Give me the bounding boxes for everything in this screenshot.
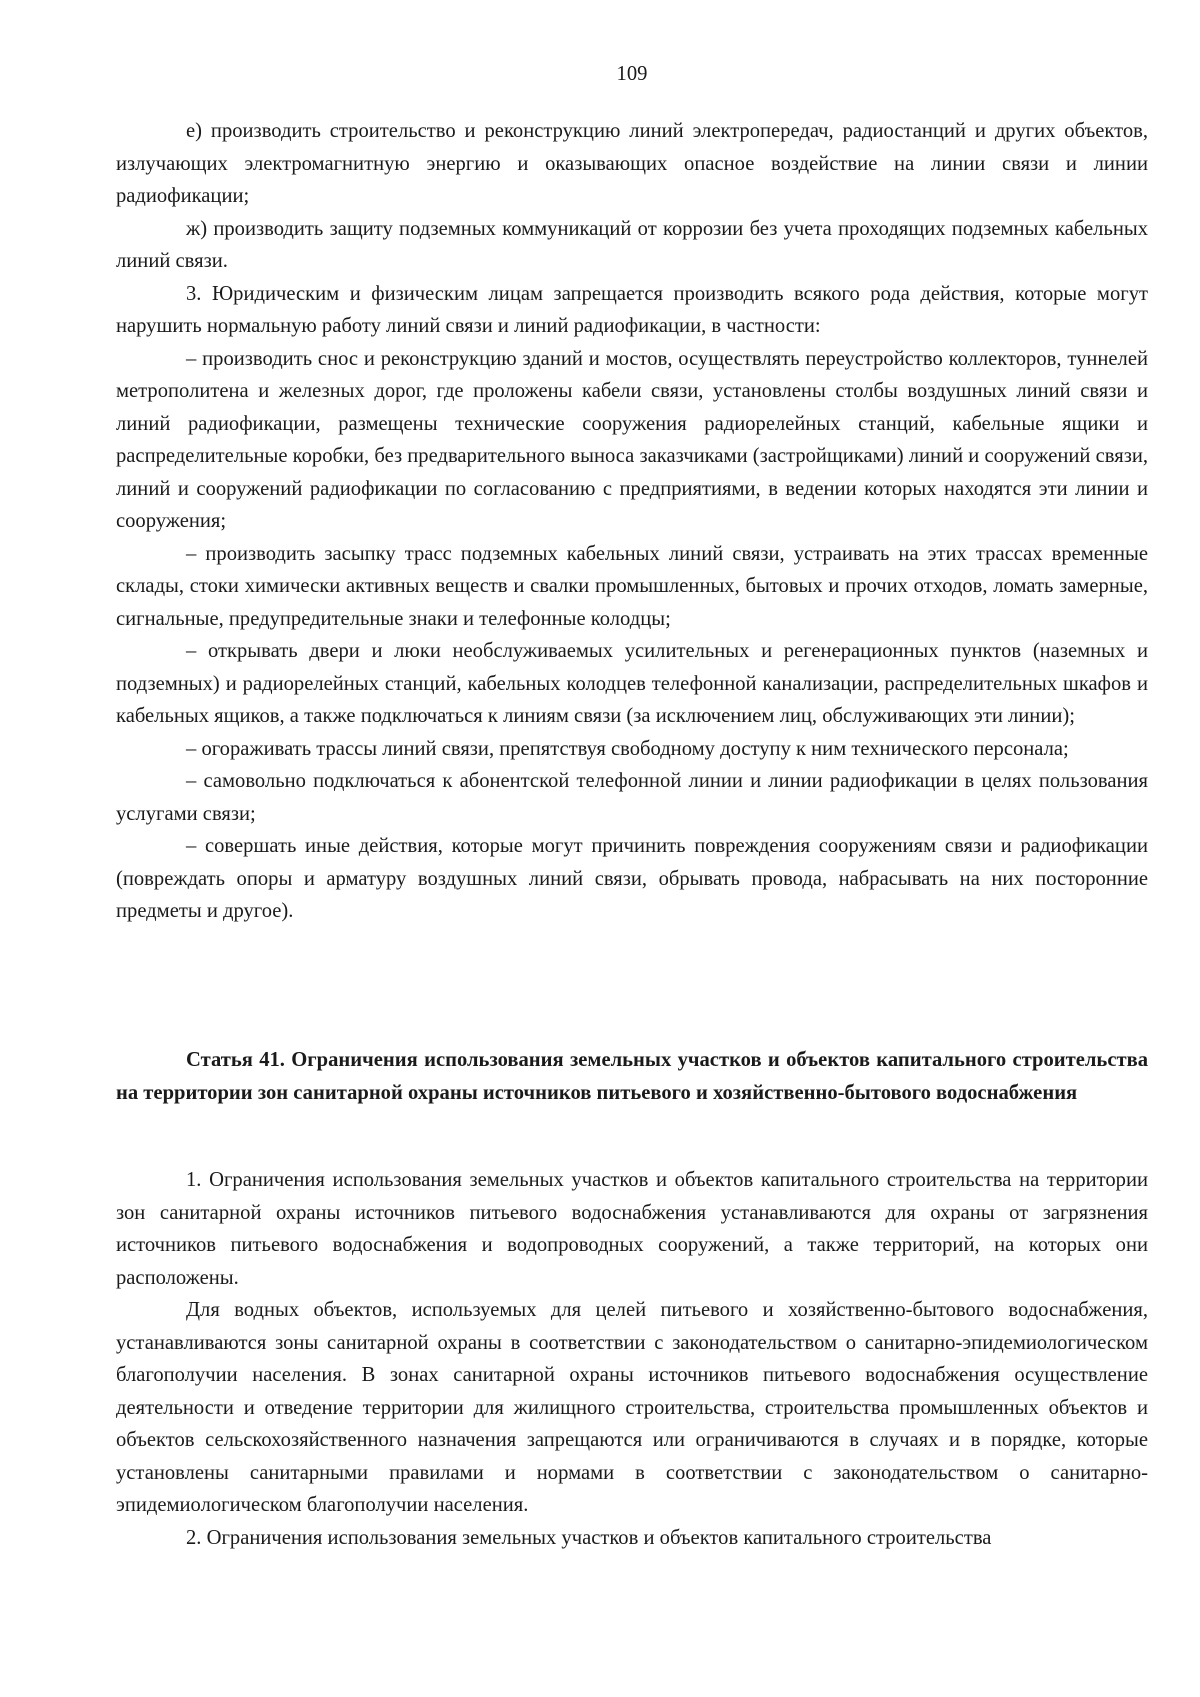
paragraph-clause-3: 3. Юридическим и физическим лицам запрещается производить всякого рода действия, которые могут нарушить нормальную работу линий связи и линий радиофикации, в частности:: [116, 282, 1148, 337]
article-paragraph: Для водных объектов, используемых для целей питьевого и хозяйственно-бытового водоснабжения, устанавливаются зоны санитарной охраны в соответствии с законодательством о санитарно-эпидемиологическом благополучии населения. В зонах санитарной охраны источников питьевого водоснабжения осуществление деятельности и отведение территории для жилищного строительства, строительства промышленных объектов и объектов сельскохозяйственного назначения запрещаются или ограничиваются в случаях и в порядке, которые установлены санитарными правилами и нормами в соответствии с законодательством о санитарно-эпидемиологическом благополучии населения.: [116, 1299, 1148, 1516]
list-section: [116, 115, 1148, 928]
paragraph-dash-item: – открывать двери и люки необслуживаемых усилительных и регенерационных пунктов (наземных и подземных) и радиорелейных станций, кабельных колодцев телефонной канализации, распределительных шкафов и кабельных ящиков, а также подключаться к линиям связи (за исключением лиц, обслуживающих эти линии);: [116, 640, 1148, 727]
paragraph-item-zh: ж) производить защиту подземных коммуникаций от коррозии без учета проходящих подземных кабельных линий связи.: [116, 217, 1148, 272]
page-number: 109: [616, 63, 648, 85]
article-heading: Статья 41. Ограничения использования земельных участков и объектов капитального строительства на территории зон санитарной охраны источников питьевого и хозяйственно-бытового водоснабжения: [116, 1049, 1148, 1104]
paragraph-dash-item: – совершать иные действия, которые могут причинить повреждения сооружениям связи и радиофикации (повреждать опоры и арматуру воздушных линий связи, обрывать провода, набрасывать на них посторонние предметы и другое).: [116, 835, 1148, 922]
article-body: [116, 1164, 1148, 1554]
article-paragraph: 1. Ограничения использования земельных участков и объектов капитального строительства на территории зон санитарной охраны источников питьевого водоснабжения устанавливаются для охраны от загрязнения источников питьевого водоснабжения и водопроводных сооружений, а также территорий, на которых они расположены.: [116, 1169, 1148, 1289]
paragraph-dash-item: – огораживать трассы линий связи, препятствуя свободному доступу к ним технического персонала;: [186, 737, 1069, 760]
paragraph-dash-item: – производить засыпку трасс подземных кабельных линий связи, устраивать на этих трассах временные склады, стоки химически активных веществ и свалки промышленных, бытовых и прочих отходов, ломать замерные, сигнальные, предупредительные знаки и телефонные колодцы;: [116, 542, 1148, 630]
paragraph-dash-item: – самовольно подключаться к абонентской телефонной линии и линии радиофикации в целях пользования услугами связи;: [116, 770, 1148, 825]
paragraph-dash-item: – производить снос и реконструкцию зданий и мостов, осуществлять переустройство коллекторов, туннелей метрополитена и железных дорог, где проложены кабели связи, установлены столбы воздушных линий связи и линий радиофикации, размещены технические сооружения радиорелейных станций, кабельные ящики и распределительные коробки, без предварительного выноса заказчиками (застройщиками) линий и сооружений связи, линий и сооружений радиофикации по согласованию с предприятиями, в ведении которых находятся эти линии и сооружения;: [116, 347, 1148, 532]
article-paragraph: 2. Ограничения использования земельных участков и объектов капитального строительства: [186, 1526, 992, 1549]
paragraph-item-e: е) производить строительство и реконструкцию линий электропередач, радиостанций и других объектов, излучающих электромагнитную энергию и оказывающих опасное воздействие на линии связи и линии радиофикации;: [116, 120, 1148, 207]
article-heading-block: [116, 1044, 1148, 1109]
